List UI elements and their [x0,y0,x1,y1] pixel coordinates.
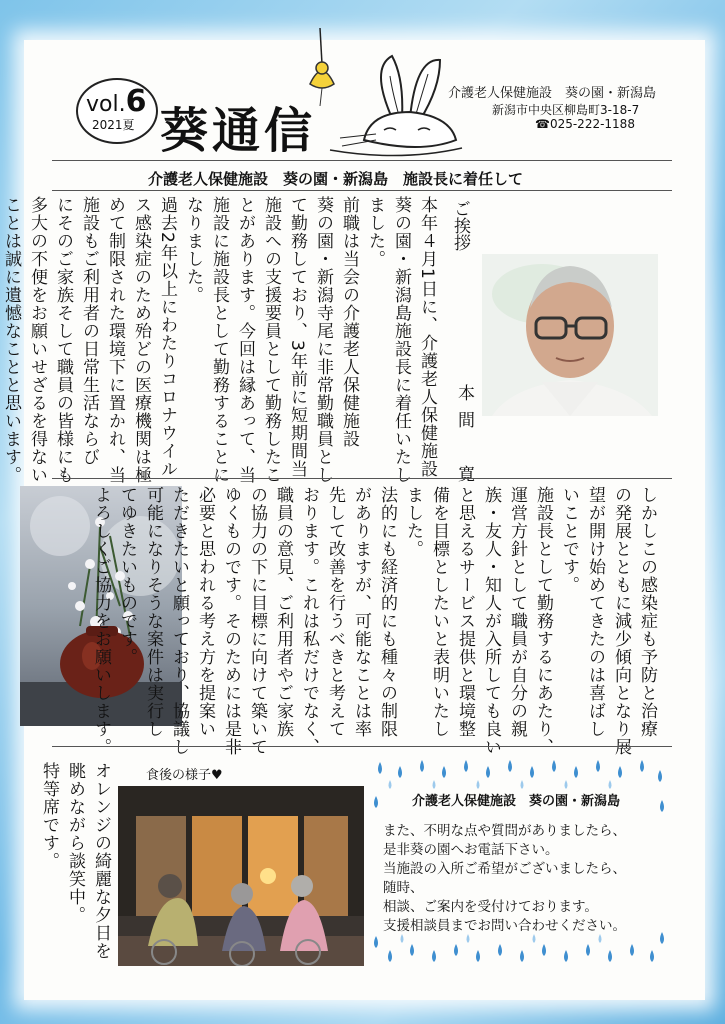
meal-caption: 食後の様子♥ [146,768,223,783]
author-name: 本間 寛 [454,384,474,492]
article-headline: 介護老人保健施設 葵の園・新潟島 施設長に着任して [148,170,524,188]
headline-rule [52,190,672,191]
notice-title: 介護老人保健施設 葵の園・新潟島 [412,794,621,809]
header-rule [52,160,672,161]
volume-number: vol.6 [86,84,147,119]
article-upper-text: 本年４月1日に、介護老人保健施設 葵の園・新潟島施設長に着任いたし ました。 前職は当会の介護老人保健施設 葵の園・新潟寺尾に非常勤職員とし て勤務しており、3年前に短期間当 施設への支援要員として勤務したこ とがあります。今回は縁あって、当 施設に施設長として勤務することに なりました。 過去2年以上にわたりコロナウイル ス感染症のため殆どの医療機関は極 めて制限された環境下に置かれ、当 施設もご利用者の日常生活ならび にそのご家族そして職員の皆様にも 多大の不便をお願いせざるを得ない ことは誠に遺憾なことと思います。 [1,196,437,484]
org-name: 介護老人保健施設 葵の園・新潟島 [448,86,657,101]
meal-text: オレンジの綺麗な夕日を 眺めながら談笑中。 特等席です。 [39,762,111,960]
newsletter-title: 葵通信 [160,103,317,159]
greeting-label: ご挨拶 [450,200,470,251]
org-address: 新潟市中央区柳島町3-18-7 [492,103,640,117]
meal-photo [118,786,364,966]
org-phone: ☎025-222-1188 [535,117,635,131]
portrait-image [482,254,658,416]
notice-body: また、不明な点や質問がありましたら、 是非葵の園へお電話下さい。 当施設の入所ご希望がございましたら、 随時、 相談、ご案内を受付けております。 支援相談員までお問い合わせください。 [383,823,626,934]
year-season: 2021夏 [92,118,135,132]
rabbit-mascot-icon [300,28,470,163]
article-lower-text: しかしこの感染症も予防と治療 の発展とともに減少傾向となり展 望が開け始めてきたのは喜ばし いことです。 施設長として勤務するにあたり、 運営方針として職員が自分の親 族・友人・知人が入所しても良い と思えるサービス提供と環境整 備を目標としたいと表明いたし ました。 法的にも経済的にも種々の制限 がありますが、可能なことは率 先して改善を行うべきと考えて おります。これは私だけでなく、 職員の意見、ご利用者やご家族 の協力の下に目標に向けて築いて ゆくものです。そのためには是非 必要と思われる考え方を提案い ただきたいと願っており、協議し 可能になりそうな案件は実行し てゆきたいものです。 よろしくご協力をお願いします。 [91,486,657,756]
bottom-rule [52,746,672,747]
middle-rule [52,478,672,479]
author-portrait [482,254,658,416]
residents-sunset-image [118,786,364,966]
